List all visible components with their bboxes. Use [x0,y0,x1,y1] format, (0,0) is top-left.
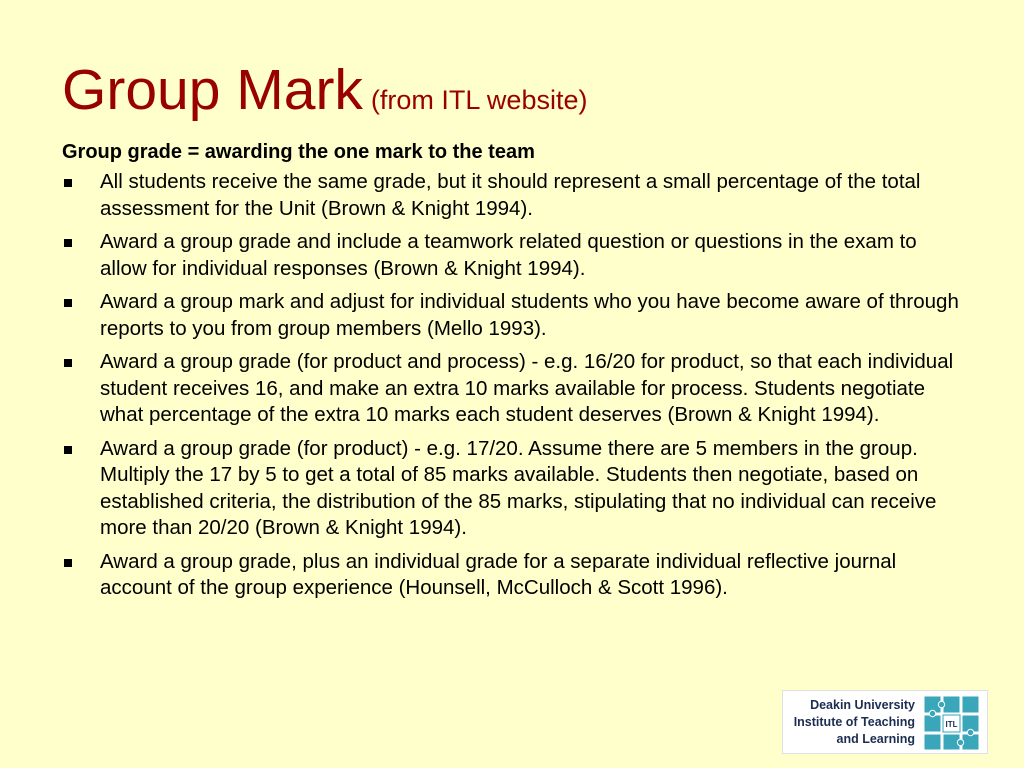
subheading: Group grade = awarding the one mark to the team [62,141,535,163]
slide-title-subtitle: (from ITL website) [370,85,588,115]
bullet-item [62,229,962,282]
bullet-text: Award a group mark and adjust for individual students who you have become aware of through reports to you from group members (Mello 1993). [100,290,959,340]
bullet-text: Award a group grade and include a teamwork related question or questions in the exam to allow for individual responses (Brown & Knight 1994). [100,230,917,280]
logo-badge-text: ITL [945,720,958,729]
bullet-item [62,349,962,429]
itl-logo [782,690,988,754]
logo-line-institute: Institute of Teaching [793,715,915,729]
square-bullet-icon [64,359,72,367]
square-bullet-icon [64,239,72,247]
bullet-item [62,436,962,542]
bullet-item [62,169,962,222]
slide-title-main: Group Mark [62,58,363,122]
bullet-text: Award a group grade (for product and process) - e.g. 16/20 for product, so that each individual student receives 16, and make an extra 10 marks available for process. Students negotiate what percentage of the extra 10 marks each student deserves (Brown & Knight 1994). [100,350,954,426]
square-bullet-icon [64,299,72,307]
bullet-list [62,169,962,602]
square-bullet-icon [64,559,72,567]
bullet-text: Award a group grade, plus an individual grade for a separate individual reflective journal account of the group experience (Hounsell, McCulloch & Scott 1996). [100,549,897,599]
puzzle-logo-icon [923,695,981,751]
slide-title [62,58,588,122]
square-bullet-icon [64,446,72,454]
logo-line-learning: and Learning [836,732,915,746]
bullet-text: All students receive the same grade, but it should represent a small percentage of the total assessment for the Unit (Brown & Knight 1994). [100,170,921,220]
logo-text [794,697,915,748]
bullet-item [62,549,962,602]
bullet-text: Award a group grade (for product) - e.g. 17/20. Assume there are 5 members in the group. Multiply the 17 by 5 to get a total of 85 marks available. Students then negotiate, based on established criteria, the distribution of the 85 marks, stipulating that no individual can receive more than 20/20 (Brown & Knight 1994). [100,436,937,539]
bullet-item [62,289,962,342]
slide-body [62,140,962,609]
square-bullet-icon [64,179,72,187]
logo-line-university: Deakin University [810,698,915,712]
